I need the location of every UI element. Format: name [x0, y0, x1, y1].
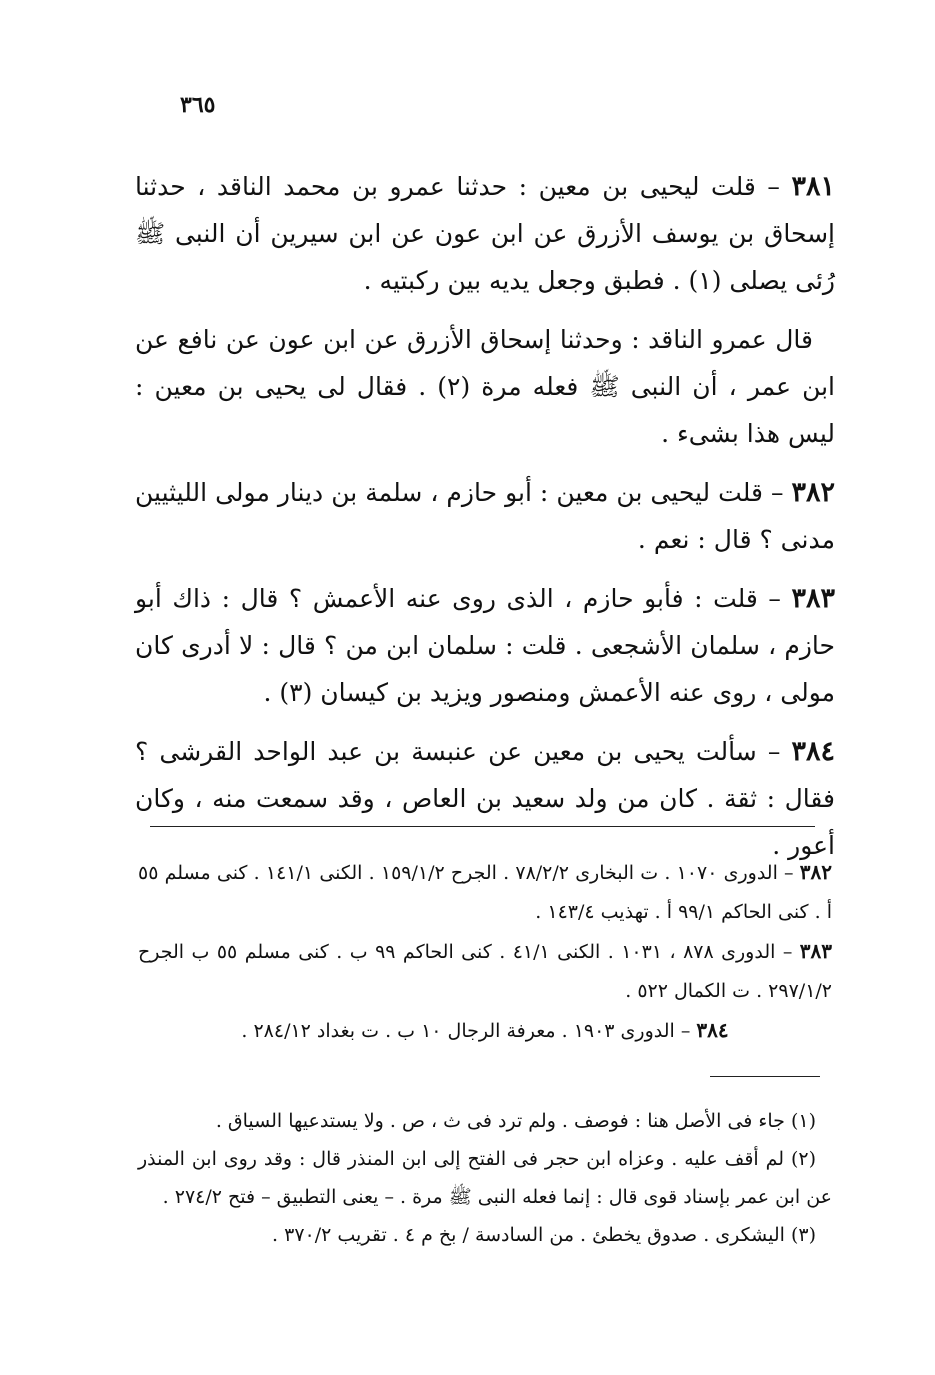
entry-382 — [135, 469, 835, 563]
footnote-marker: (٣) — [790, 1224, 816, 1246]
entry-number: ٣٨٢ — [791, 477, 835, 508]
reference-text: – الدورى ١٠٧٠ . ت البخارى ٧٨/٢/٢ . الجرح ١٥٩/١/٢ . الكنى ١٤١/١ . كنى مسلم ٥٥ أ . كنى الحاكم ٩٩/١ أ . تهذيب ١٤٣/٤ . — [138, 862, 832, 923]
reference-number: ٣٨٤ — [696, 1018, 729, 1042]
entry-381-continuation — [135, 316, 835, 457]
footnote-3 — [138, 1216, 832, 1254]
entry-383 — [135, 575, 835, 716]
footnote-2 — [138, 1140, 832, 1216]
reference-text: – الدورى ١٩٠٣ . معرفة الرجال ١٠ ب . ت بغداد ٢٨٤/١٢ . — [241, 1020, 691, 1042]
entry-381 — [135, 163, 835, 304]
footnotes-section — [138, 1102, 832, 1254]
entry-text: قال عمرو الناقد : وحدثنا إسحاق الأزرق عن ابن عون عن نافع عن ابن عمر ، أن النبى ﷺ فعله مرة (٢) . فقال لى يحيى بن معين : ليس هذا بشىء . — [135, 325, 836, 448]
entry-384 — [135, 728, 835, 869]
reference-number: ٣٨٣ — [799, 939, 832, 963]
entry-number: ٣٨١ — [791, 171, 835, 202]
footnote-marker: (٢) — [790, 1148, 816, 1170]
footnotes-divider — [710, 1076, 820, 1077]
entry-number: ٣٨٤ — [791, 736, 835, 767]
reference-384 — [138, 1011, 832, 1051]
reference-383 — [138, 932, 832, 1011]
entry-text: – قلت : فأبو حازم ، الذى روى عنه الأعمش ؟ قال : ذاك أبو حازم ، سلمان الأشجعى . قلت : سلمان ابن من ؟ قال : لا أدرى كان مولى ، روى عنه الأعمش ومنصور ويزيد بن كيسان (٣) . — [135, 584, 835, 707]
references-divider — [150, 826, 815, 827]
references-section — [138, 853, 832, 1051]
entry-text: – قلت ليحيى بن معين : أبو حازم ، سلمة بن دينار مولى الليثيين مدنى ؟ قال : نعم . — [135, 478, 835, 554]
page-number: ٣٦٥ — [180, 92, 216, 118]
footnote-marker: (١) — [790, 1110, 816, 1132]
entry-number: ٣٨٣ — [791, 583, 835, 614]
entry-text: – قلت ليحيى بن معين : حدثنا عمرو بن محمد الناقد ، حدثنا إسحاق بن يوسف الأزرق عن ابن عون عن ابن سيرين أن النبى ﷺ رُئى يصلى (١) . فطبق وجعل يديه بين ركبتيه . — [135, 172, 835, 295]
reference-382 — [138, 853, 832, 932]
main-text — [135, 163, 835, 881]
footnote-text: اليشكرى . صدوق يخطئ . من السادسة / بخ م ٤ . تقريب ٣٧٠/٢ . — [272, 1224, 785, 1246]
footnote-text: لم أقف عليه . وعزاه ابن حجر فى الفتح إلى ابن المنذر قال : وقد روى ابن المنذر عن ابن عمر بإسناد قوى قال : إنما فعله النبى ﷺ مرة . – يعنى التطبيق – فتح ٢٧٤/٢ . — [138, 1148, 832, 1208]
reference-text: – الدورى ٨٧٨ ، ١٠٣١ . الكنى ٤١/١ . كنى الحاكم ٩٩ ب . كنى مسلم ٥٥ ب الجرح ٢٩٧/١/٢ . ت الكمال ٥٢٢ . — [138, 941, 832, 1002]
footnote-text: جاء فى الأصل هنا : فوصف . ولم ترد فى ث ، ص . ولا يستدعيها السياق . — [215, 1110, 785, 1132]
footnote-1 — [138, 1102, 832, 1140]
entry-text: – سألت يحيى بن معين عن عنبسة بن عبد الواحد القرشى ؟ فقال : ثقة . كان من ولد سعيد بن العاص ، وقد سمعت منه ، وكان أعور . — [135, 737, 835, 860]
reference-number: ٣٨٢ — [799, 860, 832, 884]
